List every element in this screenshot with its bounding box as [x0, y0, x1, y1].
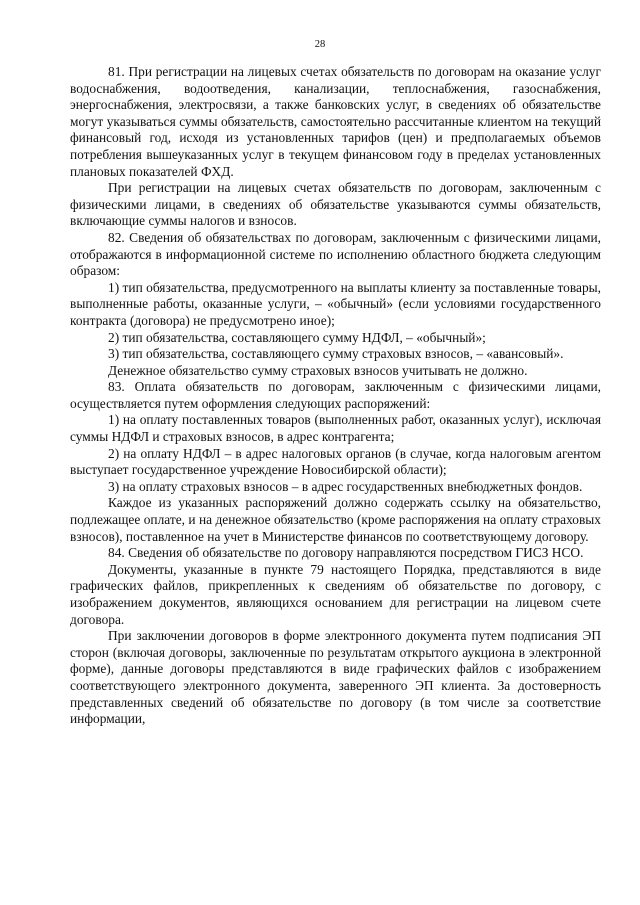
paragraph-81-individuals: При регистрации на лицевых счетах обязательств по договорам, заключенным с физическими лицами, в сведениях об обязательстве указываются суммы обязательств, включающие суммы налогов и взносов.	[70, 180, 601, 229]
paragraph-83-item-2: 2) на оплату НДФЛ – в адрес налоговых органов (в случае, когда налоговым агентом выступает государственное учреждение Новосибирской области);	[70, 445, 601, 478]
paragraph-83-item-1: 1) на оплату поставленных товаров (выполненных работ, оказанных услуг), исключая суммы НДФЛ и страховых взносов, в адрес контрагента;	[70, 412, 601, 445]
paragraph-82-note: Денежное обязательство сумму страховых взносов учитывать не должно.	[108, 362, 528, 378]
body-text	[70, 64, 601, 728]
paragraph-81: 81. При регистрации на лицевых счетах обязательств по договорам на оказание услуг водоснабжения, водоотведения, канализации, теплоснабжения, газоснабжения, энергоснабжения, электросвязи, а также банковских услуг, в сведениях об обязательстве могут указываться суммы обязательств, самостоятельно рассчитанные клиентом на текущий финансовый год, исходя из установленных тарифов (цен) и предполагаемых объемов потребления вышеуказанных услуг в текущем финансовом году в пределах установленных плановых показателей ФХД.	[70, 64, 601, 179]
paragraph-84-electronic: При заключении договоров в форме электронного документа путем подписания ЭП сторон (включая договоры, заключенные по результатам открытого аукциона в электронной форме), данные договоры представляются в виде графических файлов с изображением соответствующего электронного документа, заверенного ЭП клиента. За достоверность представленных сведений об обязательстве по договору (в том числе за соответствие информации,	[70, 628, 601, 727]
paragraph-83-item-3: 3) на оплату страховых взносов – в адрес государственных внебюджетных фондов.	[108, 478, 583, 494]
page-number: 28	[314, 39, 326, 50]
paragraph-84-documents: Документы, указанные в пункте 79 настоящего Порядка, представляются в виде графических файлов, прикрепленных к сведениям об обязательстве по договору, с изображением документов, являющихся основанием для регистрации на лицевом счете договора.	[70, 561, 601, 627]
paragraph-82: 82. Сведения об обязательствах по договорам, заключенным с физическими лицами, отображаются в информационной системе по исполнению областного бюджета следующим образом:	[70, 229, 601, 279]
paragraph-82-item-3: 3) тип обязательства, составляющего сумму страховых взносов, – «авансовый».	[108, 346, 564, 362]
paragraph-83: 83. Оплата обязательств по договорам, заключенным с физическими лицами, осуществляется путем оформления следующих распоряжений:	[70, 379, 601, 411]
paragraph-82-item-1: 1) тип обязательства, предусмотренного на выплаты клиенту за поставленные товары, выполненные работы, оказанные услуги, – «обычный» (если условиями государственного контракта (договора) не предусмотрено иное);	[70, 279, 601, 328]
paragraph-82-item-2: 2) тип обязательства, составляющего сумму НДФЛ, – «обычный»;	[108, 329, 486, 345]
paragraph-84: 84. Сведения об обязательстве по договору направляются посредством ГИСЗ НСО.	[108, 545, 584, 561]
paragraph-83-note: Каждое из указанных распоряжений должно содержать ссылку на обязательство, подлежащее оплате, и на денежное обязательство (кроме распоряжения на оплату страховых взносов), поставленное на учет в Министерстве финансов по соответствующему договору.	[70, 495, 601, 544]
